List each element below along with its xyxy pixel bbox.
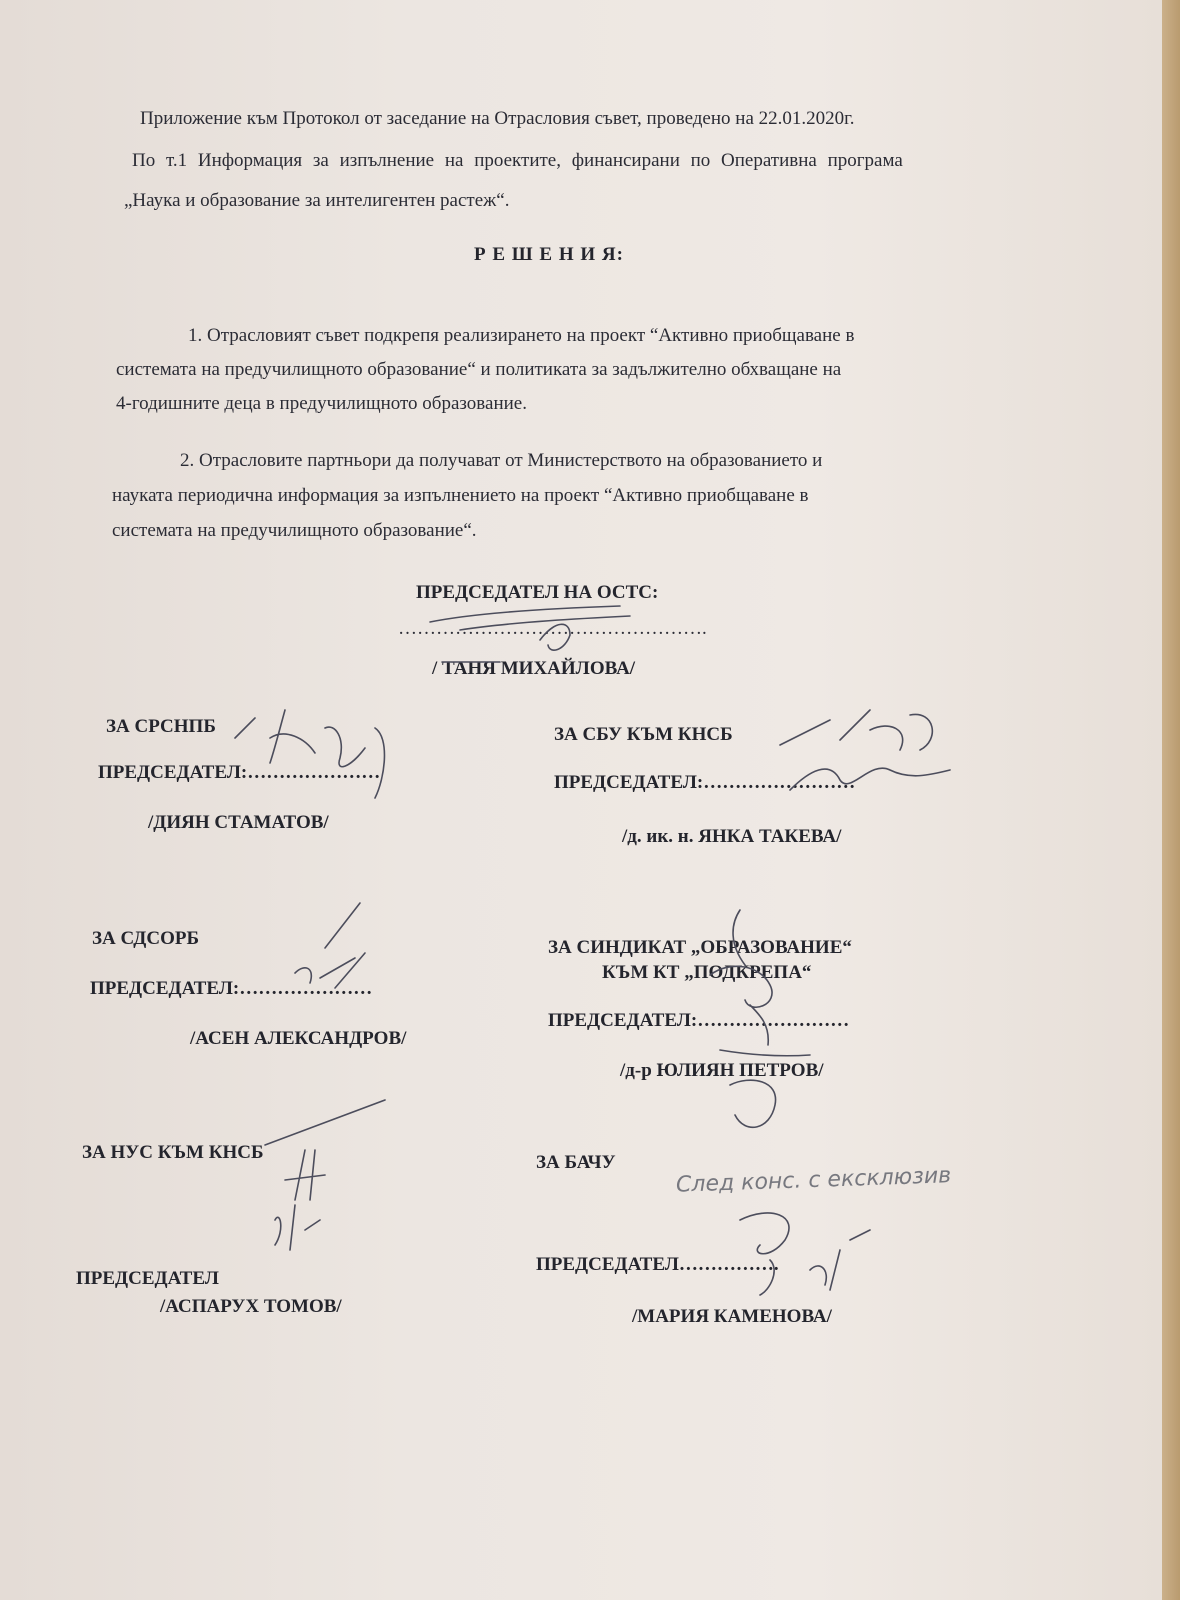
sbu-org: ЗА СБУ КЪМ КНСБ bbox=[554, 724, 733, 745]
podkrepa-org-line-2: КЪМ КТ „ПОДКРЕПА“ bbox=[602, 962, 812, 983]
decision-1-line-3: 4-годишните деца в предучилищното образование. bbox=[116, 393, 527, 414]
srsnpb-name: /ДИЯН СТАМАТОВ/ bbox=[148, 812, 329, 833]
header-line-2: По т.1 Информация за изпълнение на проектите, финансирани по Оперативна програма bbox=[132, 150, 903, 171]
bachu-org: ЗА БАЧУ bbox=[536, 1152, 616, 1173]
decisions-title: Р Е Ш Е Н И Я: bbox=[474, 244, 624, 265]
nus-org: ЗА НУС КЪМ КНСБ bbox=[82, 1142, 264, 1163]
podkrepa-role: ПРЕДСЕДАТЕЛ:…………………… bbox=[548, 1010, 850, 1031]
nus-role: ПРЕДСЕДАТЕЛ bbox=[76, 1268, 219, 1289]
podkrepa-name: /д-р ЮЛИЯН ПЕТРОВ/ bbox=[620, 1060, 824, 1081]
sdsorb-org: ЗА СДСОРБ bbox=[92, 928, 200, 949]
decision-1-line-2: системата на предучилищното образование“ и политиката за задължително обхващане на bbox=[116, 359, 842, 380]
sbu-role: ПРЕДСЕДАТЕЛ:…………………… bbox=[554, 772, 856, 793]
srsnpb-org: ЗА СРСНПБ bbox=[106, 716, 216, 737]
srsnpb-role: ПРЕДСЕДАТЕЛ:………………… bbox=[98, 762, 381, 783]
chair-label: ПРЕДСЕДАТЕЛ НА ОСТС: bbox=[416, 582, 659, 603]
sdsorb-name: /АСЕН АЛЕКСАНДРОВ/ bbox=[190, 1028, 407, 1049]
nus-name: /АСПАРУХ ТОМОВ/ bbox=[160, 1296, 342, 1317]
bachu-role: ПРЕДСЕДАТЕЛ……………. bbox=[536, 1254, 779, 1275]
sbu-name: /д. ик. н. ЯНКА ТАКЕВА/ bbox=[622, 826, 842, 847]
podkrepa-org-line-1: ЗА СИНДИКАТ „ОБРАЗОВАНИЕ“ bbox=[548, 937, 852, 958]
decision-2-line-1: 2. Отрасловите партньори да получават от Министерството на образованието и bbox=[180, 450, 823, 471]
decision-2-line-2: науката периодична информация за изпълнението на проект “Активно приобщаване в bbox=[112, 485, 809, 506]
decision-1-line-1: 1. Отрасловият съвет подкрепя реализирането на проект “Активно приобщаване в bbox=[188, 325, 855, 346]
header-line-3: „Наука и образование за интелигентен растеж“. bbox=[124, 190, 510, 211]
bachu-handwritten-note: След конс. с ексклюзив bbox=[675, 1163, 952, 1198]
decision-2-line-3: системата на предучилищното образование“. bbox=[112, 520, 477, 541]
header-line-1: Приложение към Протокол от заседание на Отрасловия съвет, проведено на 22.01.2020г. bbox=[140, 108, 855, 129]
sdsorb-role: ПРЕДСЕДАТЕЛ:………………… bbox=[90, 978, 373, 999]
chair-name: / ТАНЯ МИХАЙЛОВА/ bbox=[432, 658, 636, 679]
table-surface bbox=[1162, 0, 1180, 1600]
bachu-name: /МАРИЯ КАМЕНОВА/ bbox=[632, 1306, 832, 1327]
chair-signature-line: …………………………………………. bbox=[398, 618, 707, 639]
